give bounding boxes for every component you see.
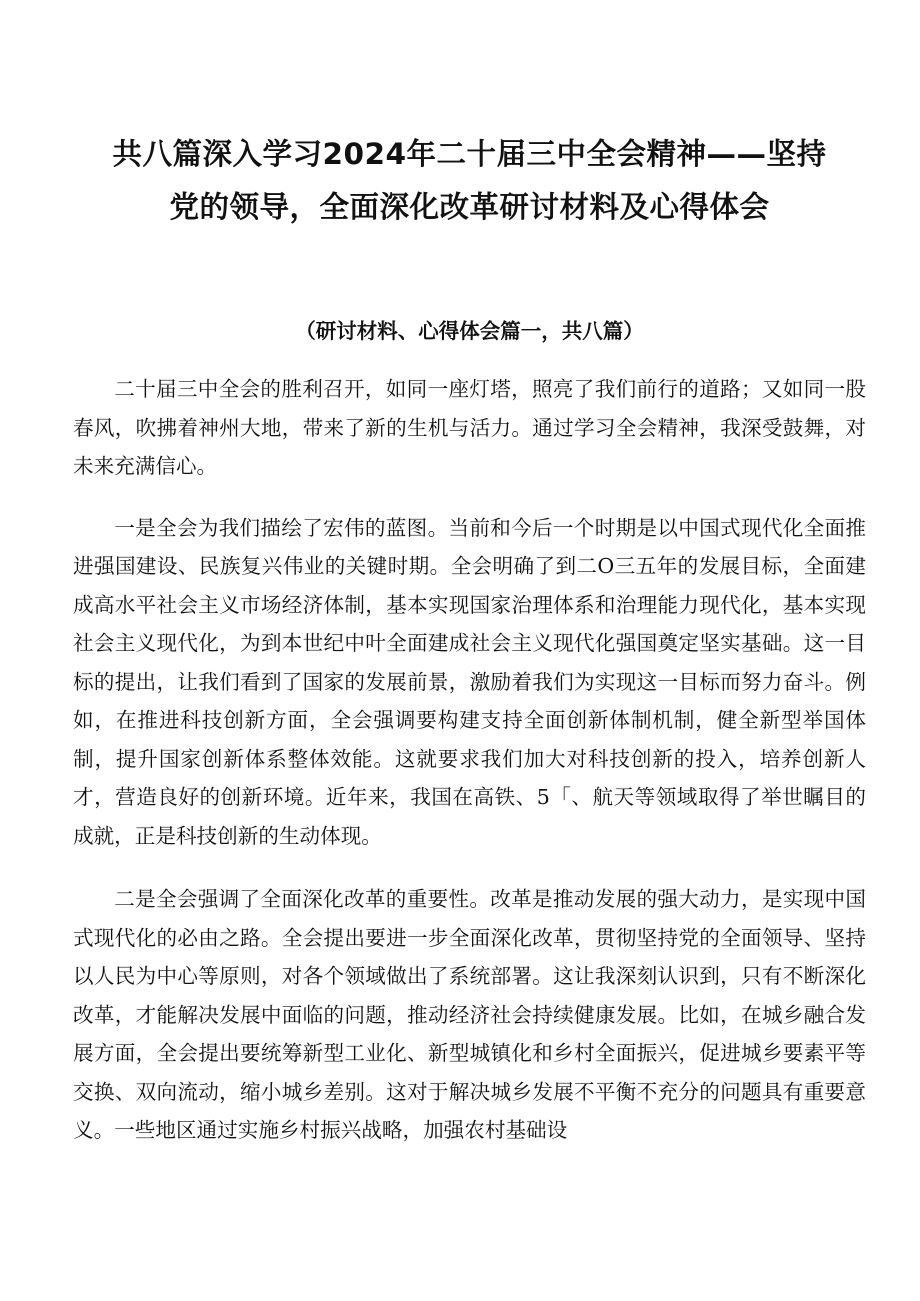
document-title [73,128,866,234]
title-line-1: 共八篇深入学习2024年二十届三中全会精神——坚持 [112,137,827,171]
document-subtitle: （研讨材料、心得体会篇一，共八篇） [295,319,644,343]
paragraph-3: 二是全会强调了全面深化改革的重要性。改革是推动发展的强大动力，是实现中国式现代化的必由之路。全会提出要进一步全面深化改革，贯彻坚持党的全面领导、坚持以人民为中心等原则，对各个领域做出了系统部署。这让我深刻认识到，只有不断深化改革，才能解决发展中面临的问题，推动经济社会持续健康发展。比如，在城乡融合发展方面，全会提出要统筹新型工业化、新型城镇化和乡村全面振兴，促进城乡要素平等交换、双向流动，缩小城乡差别。这对于解决城乡发展不平衡不充分的问题具有重要意义。一些地区通过实施乡村振兴战略，加强农村基础设 [73,887,866,1142]
paragraph-1: 二十届三中全会的胜利召开，如同一座灯塔，照亮了我们前行的道路；又如同一股春风，吹拂着神州大地，带来了新的生机与活力。通过学习全会精神，我深受鼓舞，对未来充满信心。 [73,377,866,478]
paragraph-2: 一是全会为我们描绘了宏伟的蓝图。当前和今后一个时期是以中国式现代化全面推进强国建设、民族复兴伟业的关键时期。全会明确了到二O三五年的发展目标，全面建成高水平社会主义市场经济体制，基本实现国家治理体系和治理能力现代化，基本实现社会主义现代化，为到本世纪中叶全面建成社会主义现代化强国奠定坚实基础。这一目标的提出，让我们看到了国家的发展前景，激励着我们为实现这一目标而努力奋斗。例如，在推进科技创新方面，全会强调要构建支持全面创新体制机制，健全新型举国体制，提升国家创新体系整体效能。这就要求我们加大对科技创新的投入，培养创新人才，营造良好的创新环境。近年来，我国在高铁、5「、航天等领域取得了举世瞩目的成就，正是科技创新的生动体现。 [73,515,866,848]
title-line-2: 党的领导，全面深化改革研讨材料及心得体会 [169,190,770,224]
